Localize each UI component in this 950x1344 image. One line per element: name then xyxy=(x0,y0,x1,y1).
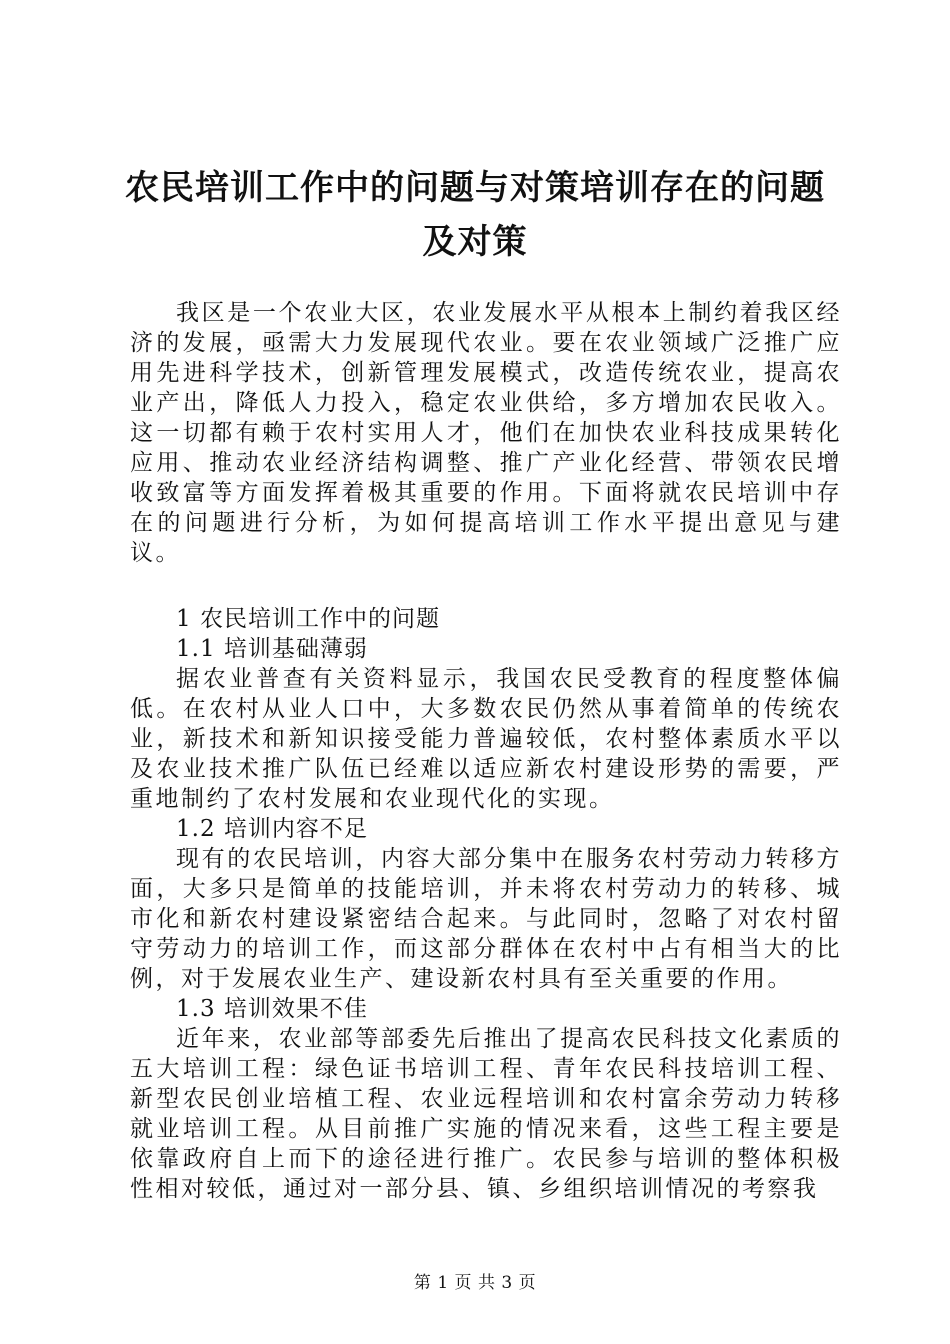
document-title-line2: 及对策 xyxy=(422,222,528,262)
section1-heading: 1 农民培训工作中的问题 xyxy=(176,606,440,632)
subsection-1-2-paragraph: 现有的农民培训，内容大部分集中在服务农村劳动力转移方面，大多只是简单的技能培训，并未将农村劳动力的转移、城市化和新农村建设紧密结合起来。与此同时，忽略了对农村留守劳动力的培训工作，而这部分群体在农村中占有相当大的比例，对于发展农业生产、建设新农村具有至关重要的作用。 xyxy=(130,846,842,992)
document-body xyxy=(130,298,842,1204)
subsection-1-3-paragraph: 近年来，农业部等部委先后推出了提高农民科技文化素质的五大培训工程：绿色证书培训工程、青年农民科技培训工程、新型农民创业培植工程、农业远程培训和农村富余劳动力转移就业培训工程。从目前推广实施的情况来看，这些工程主要是依靠政府自上而下的途径进行推广。农民参与培训的整体积极性相对较低，通过对一部分县、镇、乡组织培训情况的考察我 xyxy=(130,1026,842,1202)
document-title-line1: 农民培训工作中的问题与对策培训存在的问题 xyxy=(125,168,825,208)
paragraph-gap xyxy=(130,568,842,604)
subsection-1-3-heading: 1.3 培训效果不佳 xyxy=(176,996,368,1022)
page-footer: 第 1 页 共 3 页 xyxy=(413,1273,537,1293)
subsection-1-2-heading: 1.2 培训内容不足 xyxy=(176,816,368,842)
intro-paragraph: 我区是一个农业大区，农业发展水平从根本上制约着我区经济的发展，亟需大力发展现代农业。要在农业领域广泛推广应用先进科学技术，创新管理发展模式，改造传统农业，提高农业产出，降低人力投入，稳定农业供给，多方增加农民收入。这一切都有赖于农村实用人才，他们在加快农业科技成果转化应用、推动农业经济结构调整、推广产业化经营、带领农民增收致富等方面发挥着极其重要的作用。下面将就农民培训中存在的问题进行分析，为如何提高培训工作水平提出意见与建议。 xyxy=(130,300,842,566)
subsection-1-1-heading: 1.1 培训基础薄弱 xyxy=(176,636,368,662)
subsection-1-1-paragraph: 据农业普查有关资料显示，我国农民受教育的程度整体偏低。在农村从业人口中，大多数农民仍然从事着简单的传统农业，新技术和新知识接受能力普遍较低，农村整体素质水平以及农业技术推广队伍已经难以适应新农村建设形势的需要，严重地制约了农村发展和农业现代化的实现。 xyxy=(130,666,842,812)
